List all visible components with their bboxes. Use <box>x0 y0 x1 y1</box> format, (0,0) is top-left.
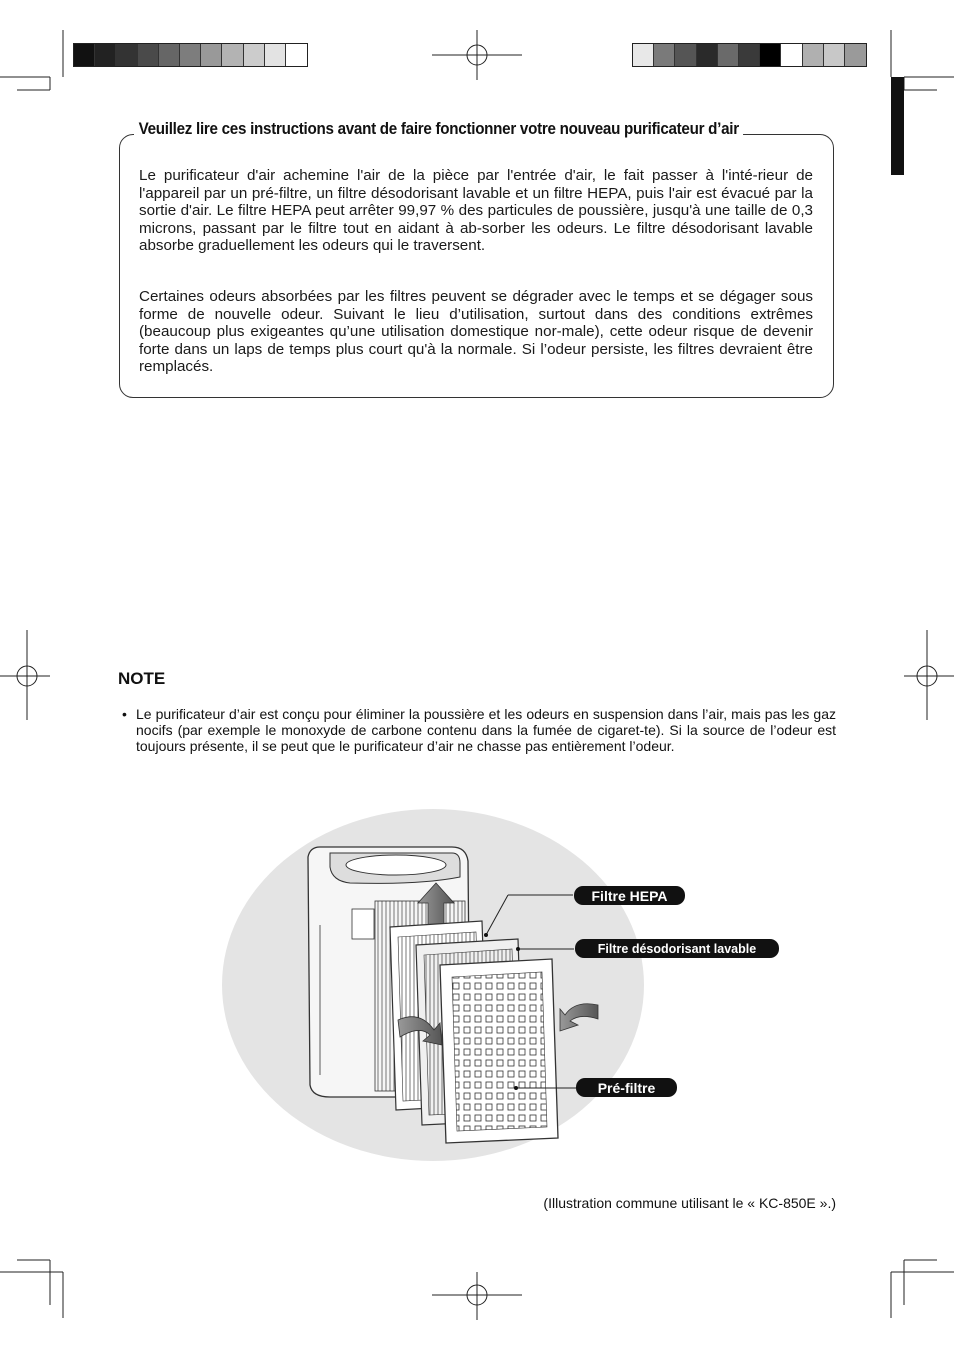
prefilter-label: Pré-filtre <box>576 1078 677 1097</box>
illustration-caption: (Illustration commune utilisant le « KC-850E ».) <box>543 1195 836 1211</box>
bullet: • <box>122 706 127 722</box>
air-purifier-illustration <box>220 805 790 1165</box>
intro-paragraph-2: Certaines odeurs absorbées par les filtres peuvent se dégrader avec le temps et se dégager sous forme de nouvelle odeur. Suivant le lieu d’utilisation, surtout dans des conditions extrêmes (beaucoup plus exigeantes qu’une utilisation domestique nor-male), cette odeur risque de devenir forte dans un laps de temps plus court qu'à la normale. Si l’odeur persiste, les filtres devraient être remplacés. <box>139 288 813 376</box>
section-tab <box>891 77 904 175</box>
intro-title: Veuillez lire ces instructions avant de faire fonctionner votre nouveau purificateur d’air <box>134 120 743 139</box>
hepa-label: Filtre HEPA <box>574 886 685 905</box>
note-title: NOTE <box>118 669 166 688</box>
deodorizing-label: Filtre désodorisant lavable <box>575 939 779 958</box>
intro-paragraph-1: Le purificateur d'air achemine l'air de la pièce par l'entrée d'air, le fait passer à l'inté-rieur de l'appareil par un pré-filtre, un filtre désodorisant lavable et un filtre HEPA, puis l'air est évacué par la sortie d'air. Le filtre HEPA peut arrêter 99,97 % des particules de poussière, jusqu'à une taille de 0,3 microns, passant par le filtre tout en aidant à ab-sorber les odeurs. Le filtre désodorisant lavable absorbe graduellement les odeurs qui le traversent. <box>139 167 813 255</box>
note-text: Le purificateur d’air est conçu pour éliminer la poussière et les odeurs en suspension dans l’air, mais pas les gaz nocifs (par exemple le monoxyde de carbone contenu dans la fumée de cigaret-te). Si la source de l’odeur est toujours présente, il se peut que le purificateur d’air ne chasse pas entièrement l’odeur. <box>136 706 836 754</box>
